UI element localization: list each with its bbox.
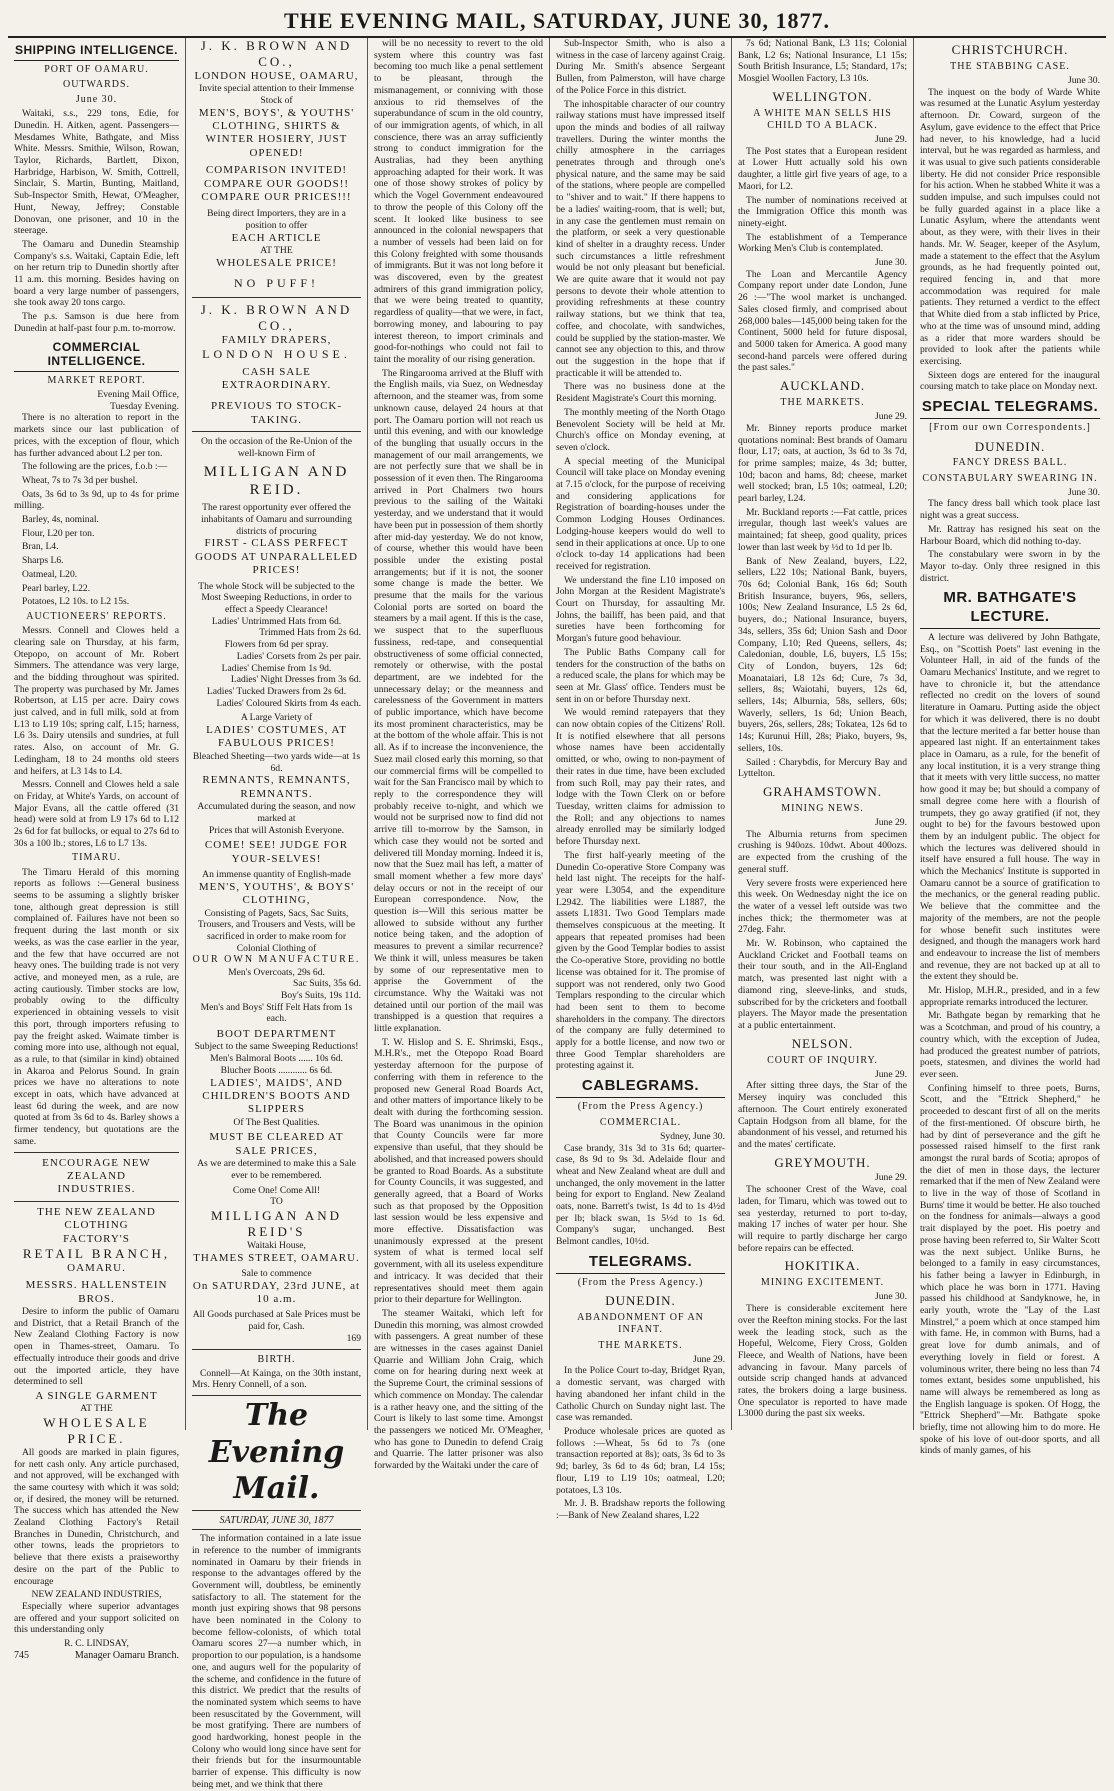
ad-line: Waitaki House, bbox=[247, 1239, 306, 1251]
source-note: (From the Press Agency.) bbox=[577, 1101, 704, 1113]
dateline: June 30. bbox=[875, 1291, 907, 1303]
ad-line: REMNANTS, REMNANTS, REMNANTS. bbox=[202, 774, 351, 800]
paragraph: Especially where superior advantages are offered and your support solicited on this understanding only bbox=[14, 1600, 179, 1636]
subheading: THE STABBING CASE. bbox=[950, 60, 1070, 72]
ad-line: Invite special attention to their Immense Stock of bbox=[199, 83, 354, 106]
price-item: Barley, 4s, nominal. bbox=[22, 514, 99, 526]
ad-line: THAMES STREET, OAMARU. bbox=[193, 1251, 360, 1264]
ad-line: Ladies' Untrimmed Hats from 6d. bbox=[211, 615, 342, 627]
ad-line: MILLIGAN AND REID'S bbox=[211, 1208, 342, 1239]
paragraph: Sailed : Charybdis, for Mercury Bay and Lyttelton. bbox=[738, 756, 907, 780]
paragraph: Sub-Inspector Smith, who is also a witness in the case of larceny against Craig. During Mr. Smith's absence Sergeant Bullen, from Palmerston, will have charge of the Police Force in this district. bbox=[556, 38, 725, 96]
paragraph: will be no necessity to revert to the old system where this country was fast becoming too much like a penal settlement to be pleasant, through the mismanagement, or conniving with those anxious to rid themselves of the superabundance of scum in the old country, of our immigration agents, of which, in all conscience, there was an array sufficiently strong to conduct immigration for the Australias, had they been anything approaching adapted for their work. It was one of those showy strokes of policy by which the Vogel Government endeavoured to throw the people of this Colony off the scent. It looked like business to see announced in the colonial newspapers that a number of vessels had been laid on for this Colony freighted with some thousands of immigrants. But it was not long before it was discovered, even by the greatest admirers of this grand immigration policy, that we were being treated to quantity, regardless of quality—that we were, in fact, borrowing money, and labouring to pay interest thereon, to import criminals and good-for-nothings who could not fail to taint the morality of our rising generation. bbox=[374, 38, 543, 365]
subheading: CONSTABULARY SWEARING IN. bbox=[922, 472, 1098, 484]
price-item: Bran, L4. bbox=[22, 541, 59, 553]
paragraph: The Post states that a European resident at Lower Hutt actually sold his own daughter, a little girl five years of age, to a Maori, for L2. bbox=[738, 145, 907, 192]
ad-line: COMPARE OUR PRICES!!! bbox=[201, 190, 352, 203]
dateline-outwards: June 30. bbox=[75, 94, 118, 105]
paragraph: There is considerable excitement here over the Reefton mining stocks. For the last week the leading stock, such as the Hopeful, Welcome, Fiery Cross, Golden Fleece, and Wealth of Nations, have been advancing in favour. Many parcels of outside scrip changed hands at advanced rates, the brokers doing a large business. One speculator is reported to have made L3000 during the past six weeks. bbox=[738, 1303, 907, 1420]
ad-line: NO PUFF! bbox=[233, 276, 319, 291]
ad-line: LADIES' COSTUMES, AT FABULOUS PRICES! bbox=[206, 724, 347, 750]
dateline: June 29. bbox=[875, 1068, 907, 1080]
paragraph: Mr. Rattray has resigned his seat on the Harbour Board, which did nothing to-day. bbox=[920, 523, 1100, 547]
price-item: Pearl barley, L22. bbox=[22, 582, 91, 594]
ad-line: Men's Balmoral Boots ...... 10s 6d. bbox=[210, 1053, 343, 1065]
paragraph: The Ringarooma arrived at the Bluff with the English mails, via Suez, on Wednesday afternoon, and the steamer was, from some unknown cause, delayed 24 hours at that port. The Oamaru portion will not reach us until this evening, and with our knowledge of the bungling that usually occurs in the management of our mail arrangements, we are not perfectly sure that we shall be in possession of it even then. The Ringarooma arrived in Port Chalmers two hours previous to the sailing of the Waitaki yesterday, and we understand that it would have been put in possession of them shortly after mid-day yesterday. We do not know, of course, whether this would have been possible under the existing postal arrangements; but if it is not, the sooner some change is made the better. We presume that the mails for the various Colonial ports are sorted on board the steamers by a mail agent. If this is the case, we suspect that to the superfluous fussiness, red-tape, and consequential obstructiveness of some official connected, remotely or otherwise, with the postal department, are we indebted for the unnecessary delay; or the meanness and carelessness of the Government in matters of public importance, which have become its most prominent characteristics, may be at the bottom of the whole affair. This is not all. As if to increase the inconvenience, the Suez mail closed early this morning, so that our commercial firms will be compelled to wait for the San Francisco mail by which to reply to the correspondence they will probably receive to-night, and which we would not be surprised now to find did not arrive till to-morrow by the Samson, in which case they would not be sorted and delivered till Monday morning. Indeed it is, now that the Suez mail has left, a matter of small moment whether a few more days' delay occurs or not in the receipt of our European correspondence. Now, the question is—Will this serious matter be allowed to subside without any further notice being taken, and the adoption of measures to prevent a similar recurrence? We think it will, unless measures be taken by some of our representative men to apprise the Government of the circumstance. Why the Waitaki was not detained until our portion of the mail was transhipped is a question that requires a little explanation. bbox=[374, 367, 543, 1035]
subheading: FANCY DRESS BALL. bbox=[952, 457, 1068, 469]
paragraph: Case brandy, 31s 3d to 31s 6d; quarter-case, 8s 9d to 9s 3d. Adelaide flour and wheat and New Zealand wheat are dull and unchanged, the only movement in the latter being for export to England. New Zealand oats, none. Barrett's twist, 1s 4d to 1s 4½d per lb; black swan, 1s 5½d to 1s 6d. Company's sugar, unchanged. Best Belmont candles, 10½d. bbox=[556, 1142, 725, 1248]
dateline: June 29. bbox=[875, 134, 907, 146]
ad-line: Subject to the same Sweeping Reductions! bbox=[194, 1041, 359, 1053]
dateline: June 29. bbox=[875, 1172, 907, 1184]
ad-line: COME! SEE! JUDGE FOR YOUR-SELVES! bbox=[204, 839, 349, 865]
section-title-telegrams: TELEGRAMS. bbox=[556, 1250, 725, 1274]
ad-line: COMPARISON INVITED! bbox=[205, 164, 348, 177]
ad-milligan-reid bbox=[192, 436, 361, 1344]
paragraph: Messrs. Connell and Clowes held a sale on Friday, at White's Yards, on account of Major Evans, all the cattle offered (31 head) were sold at from L9 17s 6d to L12 2s 6d for fat bullocks, or equal to 27s 6d to 30s a 100 lb.; stores, L6 to L7 13s. bbox=[14, 779, 179, 849]
place-heading-greymouth: GREYMOUTH. bbox=[774, 1154, 871, 1170]
ad-line: Being direct Importers, they are in a position to offer bbox=[207, 208, 346, 232]
section-title-cablegrams: CABLEGRAMS. bbox=[556, 1074, 725, 1098]
subheading: COURT OF INQUIRY. bbox=[767, 1054, 878, 1066]
ad-line: COMPARE OUR GOODS!! bbox=[203, 177, 350, 190]
manager-line: Manager Oamaru Branch. bbox=[74, 1649, 179, 1661]
ad-jk-brown-2 bbox=[192, 302, 361, 427]
dateline: June 30. bbox=[875, 257, 907, 269]
section-title-commercial: COMMERCIAL INTELLIGENCE. bbox=[14, 337, 179, 372]
paragraph: There was no business done at the Resident Magistrate's Court this morning. bbox=[556, 381, 725, 405]
paragraph: Mr. Buckland reports :—Fat cattle, prices irregular, though last week's values are maintained; fat sheep, good quality, prices lower than last week by ½d to 1d per lb. bbox=[738, 506, 907, 553]
paragraph: After sitting three days, the Star of the Mersey inquiry was concluded this afternoon. The Court entirely exonerated Captain Hodgson from all blame, for the abandonment of his vessel, and returned his and the mates' certificate. bbox=[738, 1080, 907, 1150]
subheading-port: PORT OF OAMARU. bbox=[44, 63, 149, 75]
paragraph: The establishment of a Temperance Working Men's Club is contemplated. bbox=[738, 231, 907, 255]
ad-line: Accumulated during the season, and now marked at bbox=[197, 801, 356, 824]
market-office: Evening Mail Office, bbox=[97, 388, 179, 400]
ad-line: FACTORY'S bbox=[63, 1232, 130, 1245]
ad-line: J. K. BROWN AND CO., bbox=[200, 38, 353, 69]
subheading: ABANDONMENT OF AN INFANT. bbox=[577, 1312, 704, 1336]
ad-line: A Large Variety of bbox=[240, 712, 313, 724]
ad-line: On SATURDAY, 23rd JUNE, at 10 a.m. bbox=[192, 1279, 361, 1306]
paragraph: The fancy dress ball which took place last night was a great success. bbox=[920, 498, 1100, 522]
ad-line: LADIES', MAIDS', AND CHILDREN'S BOOTS AND SLIPPERS bbox=[202, 1076, 351, 1116]
ad-line: TO bbox=[270, 1196, 283, 1208]
paragraph: Mr. J. B. Bradshaw reports the following :—Bank of New Zealand shares, L22 bbox=[556, 1498, 725, 1521]
signature: R. C. LINDSAY, bbox=[64, 1638, 129, 1650]
paragraph: Produce wholesale prices are quoted as follows :—Wheat, 5s 6d to 7s (one transaction reported at 8s); oats, 3s 6d to 3s 9d; barley, 3s 6d to 4s 6d; bran, L4 15s; flour, L19 to L19 10s; oatmeal, L20; potatoes, L3 10s. bbox=[556, 1426, 725, 1496]
ad-line: Bleached Sheeting—two yards wide—at 1s 6d. bbox=[192, 750, 361, 774]
subheading-timaru: TIMARU. bbox=[72, 852, 121, 864]
dateline: June 29. bbox=[693, 1353, 725, 1365]
subheading-commercial: COMMERCIAL. bbox=[599, 1116, 682, 1128]
ad-line: EACH ARTICLE bbox=[231, 231, 322, 244]
paragraph: Mr. Bathgate began by remarking that he was a Scotchman, and proud of his country, a country which, with the exception of Judea, had produced the greatest number of patriots, poets, statesmen, and divines the world had ever seen. bbox=[920, 1010, 1100, 1080]
subheading: MINING NEWS. bbox=[781, 802, 864, 814]
source-note: (From the Press Agency.) bbox=[577, 1277, 704, 1289]
place-heading-christchurch: CHRISTCHURCH. bbox=[951, 42, 1069, 57]
price-item: Potatoes, L2 10s. to L2 15s. bbox=[22, 596, 130, 608]
market-day: Tuesday Evening. bbox=[110, 400, 179, 412]
dateline: June 30. bbox=[1068, 486, 1100, 498]
subheading-birth: BIRTH. bbox=[257, 1353, 296, 1365]
paragraph: The p.s. Samson is due here from Dunedin at half-past four p.m. to-morrow. bbox=[14, 311, 179, 334]
paragraph: 7s 6d; National Bank, L3 11s; Colonial Bank, L2 6s; National Insurance, L1 15s; South British Insurance, L5; Standard, 17s; Mosgiel Woollen Factory, L3 10s. bbox=[738, 38, 907, 85]
ad-line: PREVIOUS TO STOCK-TAKING. bbox=[210, 400, 343, 426]
dateline: June 29. bbox=[875, 411, 907, 423]
paragraph: The first half-yearly meeting of the Dunedin Co-operative Store Company was held last night. The receipts for the half-year were L3054, and the expenditure L2942. The liabilities were L1887, the assets L1831. Two Good Templars made themselves conspicuous at the meeting. It appears that repeated promises had been given by the Good Templar bodies to assist the Co-operative Store, providing no bottle license was obtained for it. The promise of support was not rendered, only two Good Templars responding to the circular which had been sent to them to become shareholders in the company. The directors of the company are fully determined to apply for a bottle license, and now two or three Good Templar shareholders are protesting against it. bbox=[556, 849, 725, 1072]
divider bbox=[14, 1201, 179, 1202]
price-list bbox=[14, 475, 179, 608]
section-title-special-telegrams: SPECIAL TELEGRAMS. bbox=[920, 395, 1100, 419]
ad-line: Prices that will Astonish Everyone. bbox=[208, 824, 345, 836]
paragraph: Desire to inform the public of Oamaru and District, that a Retail Branch of the New Zealand Clothing Factory is now open in Thames-street, Oamaru. To effectually introduce their goods and drive out the imported article, they have determined to sell bbox=[14, 1306, 179, 1388]
subheading-market: MARKET REPORT. bbox=[47, 374, 146, 386]
place-heading-grahamstown: GRAHAMSTOWN. bbox=[762, 783, 882, 799]
ad-line: Boy's Suits, 19s 11d. bbox=[280, 989, 361, 1001]
ad-line: Ladies' Coloured Skirts from 4s each. bbox=[216, 697, 361, 709]
ad-line: MESSRS. HALLENSTEIN BROS. bbox=[25, 1279, 168, 1305]
ad-line: Flowers from 6d per spray. bbox=[224, 639, 329, 651]
paragraph: The steamer Waitaki, which left for Dunedin this morning, was almost crowded with passengers. A great number of these are witnesses in the cases against Daniel Quarrie and William John Craig, which come on for hearing during next week at the Supreme Court, the criminal sessions of which commence on Monday. The calendar is a rather heavy one, and the sitting of the Court is likely to last some time. Amongst the passengers we noticed Mr. O'Meagher, who has gone to Dunedin to defend Craig and Quarrie. The latter prisoner was also forwarded by the Waitaki under the care of bbox=[374, 1307, 543, 1472]
divider bbox=[192, 431, 361, 432]
column-3 bbox=[368, 38, 550, 1472]
paragraph: A special meeting of the Municipal Council will take place on Monday evening at 7.15 o'clock, for the purpose of receiving and considering applications for Registration of boarding-houses under the Common Lodging Houses Ordinances. Lodging-house keepers would do well to send in their applications at once. Up to one o'clock to-day 14 applications had been received for registration. bbox=[556, 455, 725, 572]
paragraph: Connell—At Kainga, on the 30th instant, Mrs. Henry Connell, of a son. bbox=[192, 1367, 361, 1391]
price-item: Oats, 3s 6d to 3s 9d, up to 4s for prime milling. bbox=[14, 488, 179, 512]
ad-jk-brown bbox=[192, 38, 361, 291]
ad-line: RETAIL BRANCH, bbox=[22, 1245, 171, 1261]
ad-line: OAMARU. bbox=[67, 1261, 126, 1274]
divider bbox=[14, 1152, 179, 1153]
dateline: June 30. bbox=[1068, 75, 1100, 87]
paragraph: Mr. W. Robinson, who captained the Auckland Cricket and Football teams on their tour south, and in the All-England match, was presented last night with a diamond ring, sleeve-links, and studs, subscribed for by the cricketers and football players. The Mayor made the presentation at a public entertainment. bbox=[738, 938, 907, 1031]
ad-line: MUST BE CLEARED AT SALE PRICES, bbox=[209, 1131, 344, 1157]
paragraph: The inquest on the body of Warde White was resumed at the Lunatic Asylum yesterday afternoon. Dr. Coward, surgeon of the Asylum, gave evidence to the effect that Price had never, to his knowledge, had a lucid interval, but he was regarded as harmless, and it was usual to give such patients considerable liberty. He did not consider Price responsible for his action. When he stabbed White it was a sudden impulse, and such impulses could not be fully guarded against in a place like a Lunatic Asylum, where the attendants went about, as they were, with their lives in their hands. Mr. W. Seager, keeper of the Asylum, made a statement to the effect that the Asylum grounds, as he had frequently pointed out, required fencing in, and that more accommodation was required for male patients. They returned a verdict to the effect that White died from a stab inflicted by Price, who at the time was of unsound mind, adding as a rider that more warders should be provided to look after the patients while exercising. bbox=[920, 86, 1100, 367]
paper-nameplate: The Evening Mail. bbox=[192, 1395, 361, 1511]
paragraph: The Public Baths Company call for tenders for the construction of the baths on a reduced scale, the plans for which may be seen at Mr. Glass' office. Tenders must be sent in on or before Thursday next. bbox=[556, 646, 725, 705]
source-note: [From our own Correspondents.] bbox=[929, 422, 1091, 434]
ad-line: An immense quantity of English-made bbox=[202, 869, 351, 881]
paragraph: The schooner Crest of the Wave, coal laden, for Timaru, which was towed out to sea yesterday, returned to port to-day, making 17 inches of water per hour. She will require to partly discharge her cargo before repairs can be effected. bbox=[738, 1184, 907, 1254]
ad-number: 169 bbox=[346, 1332, 361, 1344]
ad-line: FIRST - CLASS PERFECT GOODS AT UNPARALLELED PRICES! bbox=[195, 537, 358, 577]
paragraph: The following are the prices, f.o.b :— bbox=[22, 461, 168, 473]
ad-line: AT THE bbox=[80, 1403, 113, 1415]
paragraph: Confining himself to three poets, Burns, Scott, and the "Ettrick Shepherd," he proceeded to descant first of all on the merits of the first-mentioned. Of obscure birth, he had by dint of perseverance and the gift he possessed raised himself to the first rank amongst the rural bards of Scotia; apropos of the diet of men in those days, the lecturer remarked that if the men of New Zealand were to live in the way of those of Scotland in Burns' time it would be better. He also touched on the fondness for animals—always a good trait displayed by the poet. His poetry and prose having been referred to, Sir Walter Scott was the next subject. Unlike Burns, he belonged to a family in easy circumstances, his father being a lawyer in Edinburgh, in which place he was born in 1771. Having passed his childhood at Sandyknowe, he, in early youth, wrote the "Lay of the Last Minstrel," a poem which at once stamped him with fame. He, in common with Burns, had a great love for dumb animals, and of everything lovely in field or forest. A voluminous writer, there being no less than 74 tomes extant, besides some unpublished, his name will always be remembered as long as the English language is spoken. Of Hogg, the "Ettrick Shepherd"—Mr. Bathgate spoke briefly, time not allowing him to do more. He spoke of his love of out-door sports, and all kinds of manly games, of his bbox=[920, 1082, 1100, 1457]
ad-line: On the occasion of the Re-Union of the well-known Firm of bbox=[200, 436, 353, 459]
paragraph: Bank of New Zealand, buyers, L22, sellers, L22 10s; National Bank, buyers, 70s 6d; Colonial Bank, 16s 6d; South British Insurance, buyers, 96s, sellers, 100s; New Zealand Insurance, L5 2s 6d, buyers, do.; National Insurance, buyers, 34s, sellers, 35s 6d; Union Sash and Door Company, L10; Red Queens, sellers, 4s; Caledonian, double, L6, buyers, L5 15s; City of London, buyers, 12s 6d; Moanataiari, L8 12s 6d; Cure, 7s 3d, sellers, 8s; Waiotahi, buyers, 12s 6d, sellers, 14s; Alburnia, 58s, sellers, 60s; Waverly, sellers, 1s 6d; Union Beach, buyers, 26s, sellers, 28s; Tokatea, 12s 6d to 14s; Kurunui Hill, 28s; Piako, buyers, 9s, sellers, 10s. bbox=[738, 555, 907, 754]
dateline: Sydney, June 30. bbox=[660, 1130, 725, 1142]
place-heading-wellington: WELLINGTON. bbox=[772, 88, 873, 104]
column-6 bbox=[914, 38, 1106, 1457]
paragraph: The Timaru Herald of this morning reports as follows :—General business seems to be assuming a slightly brisker tone, although great depression is still complained of. Failures have not been so frequent during the last month or six weeks, as was the case earlier in the year, and the few that have occurred are not heavy ones. The building trade is not very active, and moneyed men, as a rule, are acting cautiously. Timber stocks are low, probably owing to the difficulty experienced in obtaining vessels to visit this port, through importers refusing to pay the freight asked. Waimate timber is coming more into use, although not equal, as a rule, to that (similar in kind) obtained in Akaroa and Pelorus Sound. In grain prices we have no alterations to note except in oats, which have advanced at least 6d during the week, and are now quoted at from 3s 6d to 4s. Barley shows a firmer tendency, but quotations are the same. bbox=[14, 866, 179, 1147]
ad-line: OUR OWN MANUFACTURE. bbox=[192, 954, 361, 966]
column-2 bbox=[186, 38, 368, 1790]
ad-line: NEW ZEALAND INDUSTRIES, bbox=[31, 1589, 162, 1601]
paragraph: Messrs. Connell and Clowes held a clearing sale on Thursday, at his farm, Otepopo, on account of Mr. Robert Simmers. The attendance was very large, and the bidding throughout was spirited. The property was purchased by Mr. James Robertson, at L15 per acre. Dairy cows just calved, and in full milk, sold at from L13 to L19 10s; spring calf, L15; harness, L6 3s. Dairy utensils and sundries, at full rates. Also, on account of Mr. G. Ledingham, 18 to 24 months old steers and heifers, at L3 14s to L4. bbox=[14, 625, 179, 777]
subheading-outwards: OUTWARDS. bbox=[62, 78, 131, 90]
ad-line: Men's Overcoats, 29s 6d. bbox=[228, 966, 325, 978]
column-1 bbox=[8, 38, 186, 1661]
paragraph: The Alburnia returns from specimen crushing is 940ozs. 10dwt. About 400ozs. are expected from the crushing of the general stuff. bbox=[738, 828, 907, 875]
ad-line: INDUSTRIES. bbox=[57, 1183, 136, 1196]
divider bbox=[192, 1349, 361, 1350]
place-heading-nelson: NELSON. bbox=[791, 1035, 854, 1051]
section-title-shipping: SHIPPING INTELLIGENCE. bbox=[14, 40, 179, 61]
paragraph: The number of nominations received at the Immigration Office this month was ninety-eight. bbox=[738, 194, 907, 229]
editorial-dateline: SATURDAY, JUNE 30, 1877 bbox=[192, 1515, 361, 1530]
paragraph: The information contained in a late issue in reference to the number of immigrants nominated in Oamaru by their friends in response to the advantages offered by the Government will, doubtless, be eminently satisfactory to all. The statement for the month just expiring shows that 98 persons have been nominated in the Colony to become fellow-colonists, of which total Oamaru scores 27—a number which, in proportion to our population, is a handsome one, and augurs well for the popularity of the scheme, and confidence in the future of this district. We predict that the results of the nominated system which seems to have been resuscitated by the Government, will be most gratifying. There are numbers of good hardworking, honest people in the Colony who would long since have sent for their friends but for the insurmountable barrier of expense. This difficulty is now being met, and we think that there bbox=[192, 1533, 361, 1790]
column-5 bbox=[732, 38, 914, 1430]
ad-line: Ladies' Chemise from 1s 9d. bbox=[221, 662, 332, 674]
place-heading-hokitika: HOKITIKA. bbox=[784, 1258, 861, 1274]
subheading: A WHITE MAN SELLS HIS CHILD TO A BLACK. bbox=[753, 107, 892, 131]
ad-line: BOOT DEPARTMENT bbox=[216, 1028, 337, 1041]
column-4 bbox=[550, 38, 732, 1521]
paragraph: The Loan and Mercantile Agency Company report under date London, June 26 :—"The wool market is unchanged. Sales closed firmly, and comprised about 268,000 bales—145,000 being taken for the Continent, 5000 held for future disposal, and 5000 taken for America. A good many second-hand parcels were offered during the past sales." bbox=[738, 268, 907, 374]
ad-line: Ladies' Tucked Drawers from 2s 6d. bbox=[206, 685, 347, 697]
ad-line: J. K. BROWN AND CO., bbox=[200, 301, 353, 333]
ad-line: The whole Stock will be subjected to the Most Sweeping Reductions, in order to effect a Speedy Clearance! bbox=[198, 580, 355, 616]
ad-line: Ladies' Night Dresses from 3s 6d. bbox=[230, 674, 361, 686]
dateline: June 29. bbox=[875, 817, 907, 828]
ad-line: Trimmed Hats from 2s 6d. bbox=[259, 627, 361, 639]
price-item: Sharps L6. bbox=[22, 555, 64, 567]
paragraph: The constabulary were sworn in by the Mayor to-day. Only three resigned in this district. bbox=[920, 549, 1100, 584]
ad-line: Come One! Come All! bbox=[232, 1184, 321, 1196]
subheading: THE MARKETS. bbox=[598, 1339, 683, 1351]
ad-line: Men's and Boys' Stiff Felt Hats from 1s each. bbox=[200, 1001, 353, 1025]
paragraph: In the Police Court to-day, Bridget Ryan, a domestic servant, was charged with having abandoned her infant child in the Catholic Church on Sunday night last. The case was remanded. bbox=[556, 1365, 725, 1424]
masthead: THE EVENING MAIL, SATURDAY, JUNE 30, 1877. bbox=[8, 6, 1106, 38]
ad-single-garment bbox=[14, 1390, 179, 1447]
paragraph: Mr. Hislop, M.H.R., presided, and in a few appropriate remarks introduced the lecturer. bbox=[920, 985, 1100, 1008]
ad-line: THE NEW ZEALAND CLOTHING bbox=[37, 1205, 156, 1232]
columns bbox=[8, 38, 1106, 1790]
paragraph: The monthly meeting of the North Otago Benevolent Society will be held at Mr. Church's office on Monday evening, at seven o'clock. bbox=[556, 406, 725, 453]
paragraph: There is no alteration to report in the markets since our last publication of prices, with the exception of flour, which has further advanced about L2 per ton. bbox=[14, 412, 179, 459]
paragraph: Very severe frosts were experienced here this week. On Wednesday night the ice on the water of a vessel left outside was two inches thick; the thermometer was at 27deg. Fahr. bbox=[738, 877, 907, 936]
ad-footer bbox=[14, 1650, 179, 1662]
ad-number: 745 bbox=[14, 1649, 29, 1661]
ad-nz-clothing bbox=[14, 1206, 179, 1306]
divider bbox=[192, 297, 361, 298]
paragraph: All goods are marked in plain figures, for nett cash only. Any article purchased, and not approved, will be exchanged with the same courtesy with which it was sold; or, if desired, the money will be returned. The success which has attended the New Zealand Clothing Factory's Retail Branches in Dunedin, Christchurch, and other towns, leads the proprietors to believe that there exists a praiseworthy desire on the part of the Public to encourage bbox=[14, 1446, 179, 1587]
price-item: Oatmeal, L20. bbox=[22, 568, 78, 580]
ad-line: FAMILY DRAPERS, bbox=[221, 333, 332, 346]
ad-line: LONDON HOUSE. bbox=[202, 347, 351, 362]
ad-line: MILLIGAN AND REID. bbox=[203, 463, 350, 498]
ad-line: Of The Best Qualities. bbox=[233, 1116, 320, 1128]
ad-line: Ladies' Corsets from 2s per pair. bbox=[236, 650, 361, 662]
ad-line: ENCOURAGE NEW ZEALAND bbox=[42, 1156, 151, 1182]
paragraph: T. W. Hislop and S. E. Shrimski, Esqs., M.H.R's., met the Otepopo Road Board yesterday afternoon for the purpose of conferring with them in reference to the proposed new General Road Boards Act, and other matters of importance likely to be dealt with during the forthcoming session. The Board was unanimous in the opinion that County Councils were far more expensive than useful, that they should be abolished, and that increased powers should be granted to Road Boards. As a substitute for County Councils, it was suggested, and generally agreed, that a Board of Works such as that proposed by the Opposition last session would be less expensive and more effective. Dissatisfaction was unanimously expressed at the present system of what is termed local self government, with all its useless expenditure and intricacy. It was decided that their representatives should meet them again prior to their departure for Wellington. bbox=[374, 1036, 543, 1306]
ad-line: CASH SALE EXTRAORDINARY. bbox=[221, 365, 332, 392]
paragraph: The inhospitable character of our country railway stations must have impressed itself upon the minds and bodies of all railway travellers. During the winter months the chilly atmosphere in the carriages penetrates through and through one's physical nature, and the same may be said of the stations, where people are compelled to "shiver and to wait." If there happens to be a ladies' waiting-room, that is well; but, in any case the gentlemen must remain on the platform, or seek a very questionable kind of shelter in a draughty recess. Under such circumstances a little refreshment would be not only pleasant but beneficial. We are quite aware that it would not pay persons to devote their whole attention to providing refreshments at these country railway stations, but we think that tea, coffee, and chocolate, with sandwiches, could be supplied by the station-master. We cannot see any objection to this, and throw out the suggestion in the hope that if practicable it will be attended to. bbox=[556, 98, 725, 379]
ad-line: All Goods purchased at Sale Prices must be paid for, Cash. bbox=[192, 1309, 361, 1333]
ad-line: LONDON HOUSE, OAMARU, bbox=[194, 69, 359, 82]
ad-line: Consisting of Pagets, Sacs, Sac Suits, Trousers, and Trousers and Vests, will be sacrificed in order to make room for Colonial Clothing of bbox=[197, 907, 356, 954]
ad-line: Sac Suits, 35s 6d. bbox=[293, 978, 361, 990]
ad-line: Sale to commence bbox=[241, 1267, 312, 1279]
paragraph: Mr. Binney reports produce market quotations nominal: Best brands of Oamaru flour, L17; oats, at auction, 3s 6d to 3s 7d, for prime samples; maize, 4s 3d; butter, 10d; bacon and hams, 8d; cheese, market well stocked; bran, L5 10s; oatmeal, L20; pearl barley, L24. bbox=[738, 422, 907, 505]
subheading: MINING EXCITEMENT. bbox=[760, 1277, 885, 1289]
paragraph: The Oamaru and Dunedin Steamship Company's s.s. Waitaki, Captain Edie, left on her return trip to Dunedin shortly after 11 a.m. this morning. Besides having on board a very large number of passengers, she took away 20 tons cargo. bbox=[14, 238, 179, 309]
ad-line: WHOLESALE PRICE. bbox=[43, 1415, 150, 1446]
place-heading-dunedin: DUNEDIN. bbox=[605, 1293, 676, 1309]
ad-line: As we are determined to make this a Sale ever to be remembered. bbox=[197, 1158, 356, 1181]
ad-line: The rarest opportunity ever offered the inhabitants of Oamaru and surrounding districts of procuring bbox=[201, 502, 352, 537]
paragraph: A lecture was delivered by John Bathgate, Esq., on "Scottish Poets" last evening in the Volunteer Hall, in aid of the funds of the Oamaru Mechanics' Institute, and we regret to have to chronicle it, but the attendance reflected no credit on the lovers of sound literature in Oamaru. Putting aside the object for which it was delivered, there is no doubt that the lecture merited a far better house than appeared last night. If an entertainment takes place in Oamaru, as a rule, for the benefit of any local institution, it is a very strange thing that it meets with very little success, no matter how good it may be; but should a company of small degree come here with a flourish of trumpets, they go away gratified (if not, they ought to be) for the favours bestowed upon them by an indulgent public. The object for which the lectures was delivered should in itself have ensured a full house. The way in which the Mechanics' Institute is supported in Oamaru cannot be a source of gratification to the mechanics, or the general reading public. We believe that the committee and the majority of the members, are not the people for whose benefit such institutes were designed, and though the managers work hard and endeavour to increase the list of members and revenue, they are not backed up at all to the extent they should be. bbox=[920, 631, 1100, 983]
ad-line: MEN'S, BOYS', & YOUTHS' CLOTHING, SHIRTS & WINTER HOSIERY, JUST OPENED! bbox=[198, 106, 355, 159]
price-item: Flour, L20 per ton. bbox=[22, 527, 95, 539]
paragraph: Waitaki, s.s., 229 tons, Edie, for Dunedin. H. Aitken, agent. Passengers—Mesdames White, Bathgate, and Miss White. Messrs. Smithie, Wilson, Rowan, Taylor, Richards, Bartlett, Dixon, Harbridge, Harbison, W. Smith, Cottrell, Sinclair, S. Martin, Bunting, Maitland, Sub-Inspector Smith, Hewat, O'Meagher, Hunt, Neway, Jeffrey; Constable Donovan, one prisoner, and 10 in the steerage. bbox=[14, 108, 179, 237]
ad-line: AT THE bbox=[260, 245, 293, 257]
paragraph: Sixteen dogs are entered for the inaugural coursing match to take place on Monday next. bbox=[920, 369, 1100, 393]
section-title-lecture: MR. BATHGATE'S LECTURE. bbox=[920, 586, 1100, 629]
ad-line: A SINGLE GARMENT bbox=[35, 1389, 158, 1402]
place-heading-auckland: AUCKLAND. bbox=[779, 378, 866, 394]
subheading: THE MARKETS. bbox=[780, 396, 865, 408]
subheading-auctioneers: AUCTIONEERS' REPORTS. bbox=[26, 610, 167, 622]
price-item: Wheat, 7s to 7s 3d per bushel. bbox=[22, 474, 138, 486]
paragraph: We would remind ratepayers that they can now obtain copies of the Citizens' Roll. It is notified elsewhere that all persons whose names have been accidentally omitted, or who, owing to non-payment of their rates in due time, have been excluded from such Roll, may pay their rates, and lodge with the Town Clerk on or before Tuesday, written claims for admission to the Roll; and any objections to names already enrolled may be similarly lodged before Thursday next. bbox=[556, 707, 725, 848]
ad-line: Blucher Boots ............ 6s 6d. bbox=[220, 1064, 333, 1076]
ad-line: MEN'S, YOUTHS', & BOYS' CLOTHING, bbox=[198, 880, 355, 907]
place-heading-dunedin: DUNEDIN. bbox=[974, 438, 1046, 454]
ad-encourage bbox=[14, 1157, 179, 1197]
paragraph: We understand the fine L10 imposed on John Morgan at the Resident Magistrate's Court on Thursday, for assaulting Mr. Johns, the bailiff, has been paid, and that sureties have been forthcoming for Morgan's future good behaviour. bbox=[556, 574, 725, 645]
ad-line: WHOLESALE PRICE! bbox=[216, 256, 337, 269]
